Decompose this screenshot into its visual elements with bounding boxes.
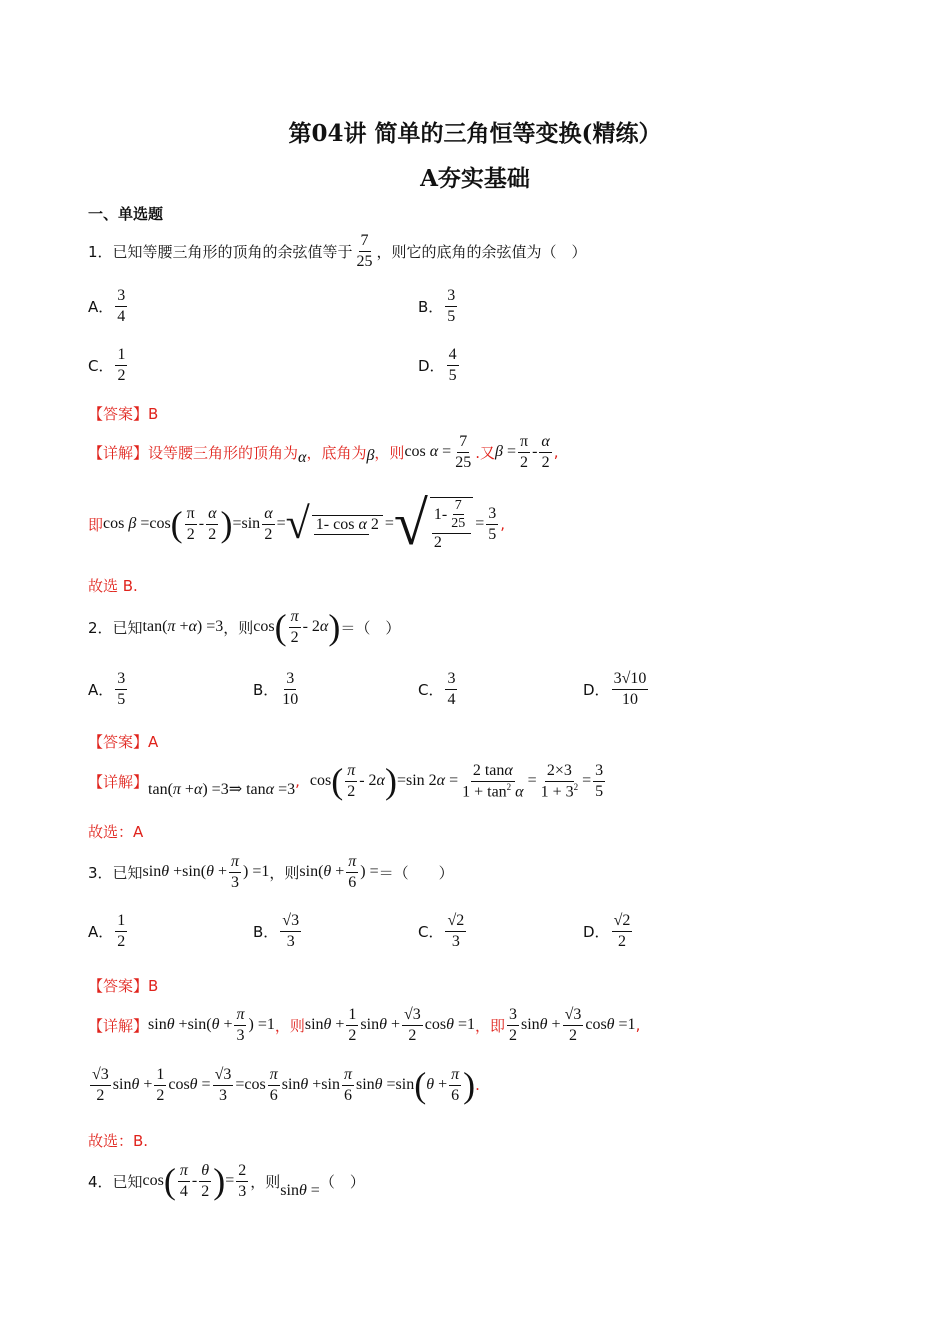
q3-option-b[interactable]: B． $\frac{√3}{3}$ — [253, 912, 300, 950]
q2-option-b[interactable]: B． $\frac{3}{10}$ — [253, 670, 299, 708]
q2-detail: 【详解】 tan(π +α) =3⇒ tanα =3 , cos ( $\frac{\pi}{2}$ - 2α ) =sin 2α = $\frac{2 \tan\alpha}{1 + \tan^2 \alpha}$ = $\frac{2\times 3}{1 + 3^2}$ = $\frac{3}{5}$ — [88, 761, 604, 802]
q3-detail: 【详解】 sinθ +sin(θ + $\frac{\pi}{3}$ ) =1 ，则 sinθ + $\frac{1}{2}$ sinθ + $\frac{√3}{2}$ cosθ =1 ，即 $\frac{3}{2}$ sinθ + $\frac{√3}{2}$ cosθ =1 , — [88, 1006, 641, 1044]
q1-conclusion: 故选 B. — [88, 577, 138, 595]
q1-answer: 【答案】B — [88, 405, 159, 423]
q1-option-d[interactable]: D． $\frac{4}{5}$ — [418, 346, 457, 384]
q2-option-c[interactable]: C． $\frac{3}{4}$ — [418, 670, 456, 708]
q1-option-b[interactable]: B． $\frac{3}{5}$ — [418, 287, 456, 325]
q3-detail-line2: $\frac{√3}{2}$ sinθ + $\frac{1}{2}$ cosθ = $\frac{√3}{3}$ =cos $\frac{\pi}{6}$ sinθ +sin $\frac{\pi}{6}$ sinθ =sin ( θ + $\frac{\pi}{6}$ ) . — [92, 1065, 480, 1106]
fraction: $\frac{7}{25}$ — [356, 232, 373, 270]
q2-answer: 【答案】A — [88, 733, 159, 751]
q3-conclusion: 故选：B. — [88, 1132, 149, 1150]
q3-option-d[interactable]: D． $\frac{√2}{2}$ — [583, 912, 631, 950]
page-title: 第04讲 简单的三角恒等变换(精练） — [288, 120, 662, 147]
q1-option-a[interactable]: A． $\frac{3}{4}$ — [88, 287, 126, 325]
q1-detail: 【详解】 设等腰三角形的顶角为 α ，底角为 β ，则 cos α = $\frac{7}{25}$ .又 β = $\frac{\pi}{2}$ - $\frac{\alpha}{2}$ , — [88, 433, 559, 471]
q2-option-d[interactable]: D． $\frac{3√10}{10}$ — [583, 670, 647, 708]
question-3-stem: 3．已知 sinθ +sin(θ + $\frac{\pi}{3}$ ) =1 ，则 sin(θ + $\frac{\pi}{6}$ ) = ＝（ ） — [88, 853, 454, 891]
q2-conclusion: 故选：A — [88, 823, 144, 841]
q3-option-c[interactable]: C． $\frac{√2}{3}$ — [418, 912, 465, 950]
question-4-stem: 4．已知 cos ( $\frac{\pi}{4}$ - $\frac{\theta}{2}$ ) = $\frac{2}{3}$ ，则 sinθ = （ ） — [88, 1161, 365, 1202]
q1-detail-line2: 即 cos β =cos ( $\frac{\pi}{2}$ - $\frac{\alpha}{2}$ ) =sin $\frac{\alpha}{2}$ = √ 1- cos α 2 = √ 1- $\frac{7}{25}$ 2 = $\frac{3}{5}$ , — [88, 490, 506, 558]
question-1-stem: 1．已知等腰三角形的顶角的余弦值等于 $\frac{7}{25}$ ，则它的底角的余弦值为（ ） — [88, 232, 587, 270]
page-subtitle: A夯实基础 — [420, 165, 530, 192]
q2-option-a[interactable]: A． $\frac{3}{5}$ — [88, 670, 126, 708]
q1-option-c[interactable]: C． $\frac{1}{2}$ — [88, 346, 126, 384]
q3-option-a[interactable]: A． $\frac{1}{2}$ — [88, 912, 126, 950]
question-2-stem: 2．已知 tan(π +α) =3 ，则 cos ( $\frac{\pi}{2}$ - 2α ) ＝（ ） — [88, 607, 401, 648]
q3-answer: 【答案】B — [88, 977, 159, 995]
section-heading: 一、单选题 — [88, 205, 164, 223]
